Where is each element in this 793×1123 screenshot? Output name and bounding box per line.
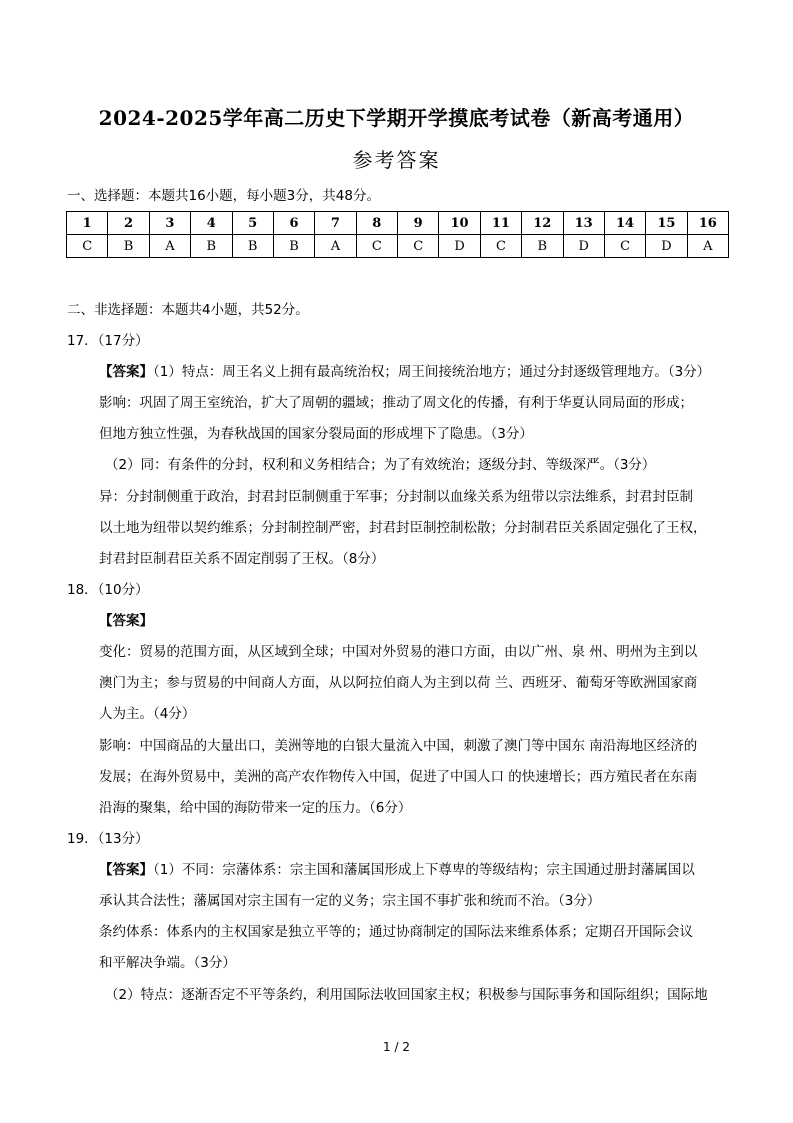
page-title: 2024-2025学年高二历史下学期开学摸底考试卷（新高考通用） <box>98 106 695 130</box>
question-number-cell: 9 <box>398 212 439 235</box>
question-number-cell: 12 <box>522 212 563 235</box>
q19-line-3: 条约体系：体系内的主权国家是独立平等的；通过协商制定的国际法来维系体系；定期召开国际会议 <box>99 924 693 940</box>
answer-table-number-row <box>67 212 729 235</box>
page-number: 1 / 2 <box>383 1040 410 1054</box>
q17-line-4: （2）同：有条件的分封，权利和义务相结合；为了有效统治；逐级分封、等级深严。（3分） <box>105 457 656 473</box>
question-number-cell: 8 <box>356 212 397 235</box>
answer-cell: A <box>149 235 190 258</box>
answer-cell: A <box>315 235 356 258</box>
q19-answer-tag: 【答案】 <box>99 862 153 878</box>
answer-table <box>66 211 729 258</box>
question-number-cell: 3 <box>149 212 190 235</box>
q18-number: 18．（10分） <box>67 582 149 598</box>
answer-cell: B <box>191 235 232 258</box>
answer-table-answer-row <box>67 235 729 258</box>
page-subtitle: 参考答案 <box>352 148 441 172</box>
question-number-cell: 10 <box>439 212 480 235</box>
question-number-cell: 16 <box>687 212 728 235</box>
q17-line-6: 以土地为纽带以契约维系；分封制控制严密，封君封臣制控制松散；分封制君臣关系固定强化了王权， <box>99 520 707 536</box>
q18-line-3: 人为主。（4分） <box>99 706 196 722</box>
question-number-cell: 4 <box>191 212 232 235</box>
q17-line-5: 异：分封制侧重于政治，封君封臣制侧重于军事；分封制以血缘关系为纽带以宗法维系，封君封臣制 <box>99 489 693 505</box>
q17-line-1: 【答案】（1）特点：周王名义上拥有最高统治权；周王间接统治地方；通过分封逐级管理地方。（3分） <box>99 364 711 380</box>
question-number-cell: 1 <box>67 212 108 235</box>
q18-line-6: 沿海的聚集，给中国的海防带来一定的压力。（6分） <box>99 800 412 816</box>
section2-heading: 二、非选择题：本题共4小题，共52分。 <box>67 302 309 318</box>
answer-cell: C <box>356 235 397 258</box>
answer-cell: C <box>398 235 439 258</box>
answer-cell: D <box>563 235 604 258</box>
q19-number: 19．（13分） <box>67 831 149 847</box>
question-number-cell: 7 <box>315 212 356 235</box>
q19-line-5: （2）特点：逐渐否定不平等条约，利用国际法收回国家主权；积极参与国际事务和国际组织；国际地 <box>105 987 708 1003</box>
q18-answer-tag: 【答案】 <box>99 613 153 629</box>
q17-line-3: 但地方独立性强，为春秋战国的国家分裂局面的形成埋下了隐患。（3分） <box>99 426 533 442</box>
q18-line-4: 影响：中国商品的大量出口，美洲等地的白银大量流入中国，刺激了澳门等中国东 南沿海地区经济的 <box>99 738 698 754</box>
answer-cell: B <box>273 235 314 258</box>
answer-cell: B <box>108 235 149 258</box>
answer-cell: A <box>687 235 728 258</box>
answer-cell: C <box>67 235 108 258</box>
q19-line-4: 和平解决争端。（3分） <box>99 955 236 971</box>
q18-line-2: 澳门为主；参与贸易的中间商人方面，从以阿拉伯商人为主到以荷 兰、西班牙、葡萄牙等欧洲国家商 <box>99 675 698 691</box>
answer-cell: D <box>439 235 480 258</box>
answer-cell: C <box>480 235 521 258</box>
q18-line-1: 变化：贸易的范围方面，从区域到全球；中国对外贸易的港口方面，由以广州、泉 州、明州为主到以 <box>99 644 698 660</box>
answer-cell: B <box>522 235 563 258</box>
answer-cell: C <box>604 235 645 258</box>
question-number-cell: 15 <box>646 212 687 235</box>
question-number-cell: 11 <box>480 212 521 235</box>
answer-cell: B <box>232 235 273 258</box>
question-number-cell: 5 <box>232 212 273 235</box>
q17-line-7: 封君封臣制君臣关系不固定削弱了王权。（8分） <box>99 551 385 567</box>
question-number-cell: 2 <box>108 212 149 235</box>
question-number-cell: 14 <box>604 212 645 235</box>
q17-answer-tag: 【答案】 <box>99 364 153 380</box>
answer-cell: D <box>646 235 687 258</box>
question-number-cell: 6 <box>273 212 314 235</box>
q17-number: 17．（17分） <box>67 333 149 349</box>
q19-line-2: 承认其合法性；藩属国对宗主国有一定的义务；宗主国不事扩张和统而不治。（3分） <box>99 893 601 909</box>
section1-heading: 一、选择题：本题共16小题，每小题3分，共48分。 <box>67 188 380 204</box>
q18-line-5: 发展；在海外贸易中，美洲的高产农作物传入中国，促进了中国人口 的快速增长；西方殖民者在东南 <box>99 769 698 785</box>
question-number-cell: 13 <box>563 212 604 235</box>
q17-line-2: 影响：巩固了周王室统治，扩大了周朝的疆域；推动了周文化的传播，有利于华夏认同局面的形成； <box>99 395 693 411</box>
q19-line-1: 【答案】（1）不同：宗藩体系：宗主国和藩属国形成上下尊卑的等级结构；宗主国通过册封藩属国以 <box>99 862 695 878</box>
